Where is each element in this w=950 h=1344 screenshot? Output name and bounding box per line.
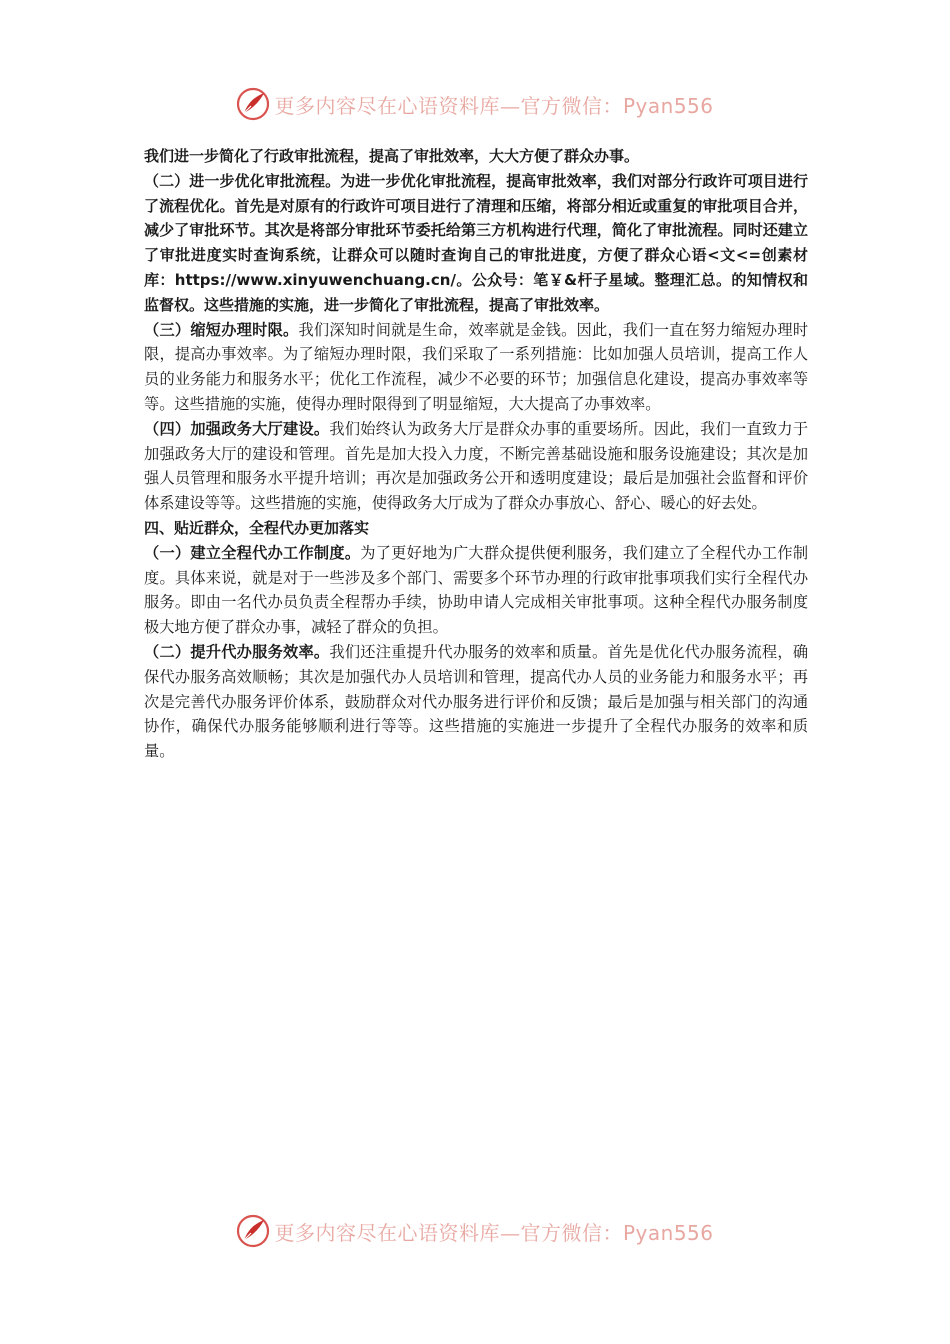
- document-body: [144, 144, 808, 764]
- paragraph-3-lead: （三）缩短办理时限。: [144, 320, 299, 339]
- section-paragraph-1-lead: （一）建立全程代办工作制度。: [144, 543, 361, 562]
- section-paragraph-2: （二）提升代办服务效率。我们还注重提升代办服务的效率和质量。首先是优化代办服务流程，确保代办服务高效顺畅；其次是加强代办人员培训和管理，提高代办人员的业务能力和服务水平；再次是完善代办服务评价体系，鼓励群众对代办服务进行评价和反馈；最后是加强与相关部门的沟通协作，确保代办服务能够顺利进行等等。这些措施的实施进一步提升了全程代办服务的效率和质量。: [144, 642, 809, 761]
- watermark-id: Pyan556: [622, 1220, 714, 1245]
- quill-logo-icon: [236, 1214, 270, 1248]
- section-heading: 四、贴近群众，全程代办更加落实: [144, 518, 370, 537]
- quill-logo-icon: [236, 87, 270, 121]
- paragraph-4: （四）加强政务大厅建设。我们始终认为政务大厅是群众办事的重要场所。因此，我们一直致力于加强政务大厅的建设和管理。首先是加大投入力度，不断完善基础设施和服务设施建设；其次是加强人员管理和服务水平提升培训；再次是加强政务公开和透明度建设；最后是加强社会监督和评价体系建设等等。这些措施的实施，使得政务大厅成为了群众办事放心、舒心、暖心的好去处。: [144, 419, 809, 513]
- header-watermark: [0, 82, 950, 126]
- section-paragraph-1: （一）建立全程代办工作制度。为了更好地为广大群众提供便利服务，我们建立了全程代办工作制度。具体来说，就是对于一些涉及多个部门、需要多个环节办理的行政审批事项我们实行全程代办服务。即由一名代办员负责全程帮办手续，协助申请人完成相关审批事项。这种全程代办服务制度极大地方便了群众办事，减轻了群众的负担。: [144, 543, 809, 637]
- watermark-text: 更多内容尽在心语资料库—官方微信：Pyan556: [274, 93, 714, 118]
- footer-watermark: [0, 1209, 950, 1253]
- paragraph-3: （三）缩短办理时限。我们深知时间就是生命，效率就是金钱。因此，我们一直在努力缩短办理时限，提高办事效率。为了缩短办理时限，我们采取了一系列措施：比如加强人员培训，提高工作人员的业务能力和服务水平；优化工作流程，减少不必要的环节；加强信息化建设，提高办事效率等等。这些措施的实施，使得办理时限得到了明显缩短，大大提高了办事效率。: [144, 320, 809, 413]
- section-paragraph-2-lead: （二）提升代办服务效率。: [144, 642, 330, 661]
- paragraph-1: 我们进一步简化了行政审批流程，提高了审批效率，大大方便了群众办事。: [144, 147, 640, 165]
- watermark-id: Pyan556: [622, 93, 714, 118]
- paragraph-2: （二）进一步优化审批流程。为进一步优化审批流程，提高审批效率，我们对部分行政许可项目进行了流程优化。首先是对原有的行政许可项目进行了清理和压缩，将部分相近或重复的审批项目合并，减少了审批环节。其次是将部分审批环节委托给第三方机构进行代理，简化了审批流程。同时还建立了审批进度实时查询系统，让群众可以随时查询自己的审批进度，方便了群众心语<文<=创素材库：https://www.xinyuwenchuang.cn/。公众号：笔￥&杆子星域。整理汇总。的知情权和监督权。这些措施的实施，进一步简化了审批流程，提高了审批效率。: [144, 171, 808, 314]
- paragraph-4-lead: （四）加强政务大厅建设。: [144, 419, 330, 438]
- watermark-text: 更多内容尽在心语资料库—官方微信：Pyan556: [274, 1220, 714, 1245]
